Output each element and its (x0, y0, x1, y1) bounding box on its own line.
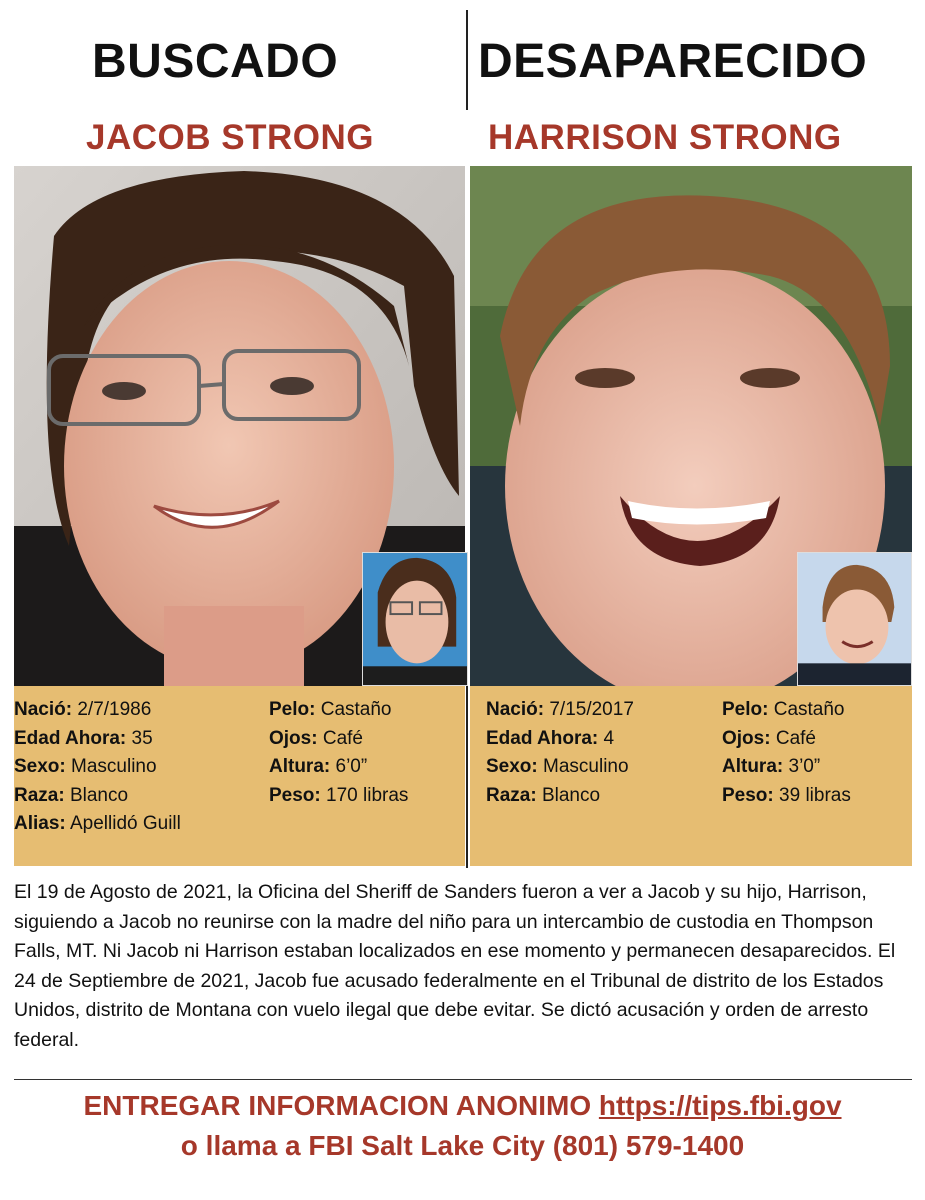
missing-heading: DESAPARECIDO (478, 35, 868, 88)
info-col-harrison-2 (722, 696, 851, 810)
info-row-eyes: Ojos: Café (269, 727, 363, 749)
info-col-harrison-1 (486, 696, 634, 810)
info-row-age: Edad Ahora: 35 (14, 727, 153, 749)
info-row-age: Edad Ahora: 4 (486, 727, 615, 749)
subject-name-harrison: HARRISON STRONG (488, 118, 842, 157)
info-row-eyes: Ojos: Café (722, 727, 816, 749)
info-row-height: Altura: 3’0” (722, 756, 821, 777)
info-row-weight: Peso: 170 libras (269, 784, 409, 806)
info-col-jacob-2 (269, 696, 408, 810)
tip-text: ENTREGAR INFORMACION ANONIMO (83, 1090, 592, 1121)
info-col-jacob-1 (14, 696, 181, 839)
info-row-hair: Pelo: Castaño (722, 699, 845, 720)
info-row-alias: Alias: Apellidó Guill (14, 813, 181, 834)
info-panel-harrison (470, 686, 912, 866)
info-row-hair: Pelo: Castaño (269, 699, 392, 720)
phone-line: o llama a FBI Salt Lake City (801) 579-1400 (180, 1130, 745, 1161)
info-row-race: Raza: Blanco (14, 784, 129, 806)
inset-photo-jacob (362, 552, 468, 686)
subject-name-jacob: JACOB STRONG (86, 118, 374, 157)
poster-header (0, 0, 925, 112)
header-divider (466, 10, 468, 110)
info-panel-jacob (14, 686, 465, 866)
info-row-weight: Peso: 39 libras (722, 784, 851, 806)
tips-link[interactable]: https://tips.fbi.gov (598, 1090, 842, 1121)
case-narrative: El 19 de Agosto de 2021, la Oficina del Sheriff de Sanders fueron a ver a Jacob y su hijo, Harrison, siguiendo a Jacob no reunirse con la madre del niño para un intercambio de custodia en Thompson Falls, MT. Ni Jacob ni Harrison estaban localizados en ese momento y permanecen desaparecidos. El 24 de Septiembre de 2021, Jacob fue acusado federalmente en el Tribunal de distrito de los Estados Unidos, distrito de Montana con vuelo ilegal que debe evitar. Se dictó acusación y orden de arresto federal. (14, 881, 896, 1051)
wanted-heading: BUSCADO (92, 35, 339, 88)
info-row-sex: Sexo: Masculino (14, 756, 157, 777)
info-row-sex: Sexo: Masculino (486, 756, 629, 777)
info-row-birth: Nació: 7/15/2017 (486, 699, 634, 720)
info-row-race: Raza: Blanco (486, 784, 601, 806)
info-row-height: Altura: 6’0” (269, 756, 368, 777)
footer-rule (14, 1079, 912, 1080)
info-row-birth: Nació: 2/7/1986 (14, 699, 152, 720)
tip-line (0, 1090, 925, 1122)
info-divider (466, 686, 468, 868)
inset-photo-harrison (797, 552, 912, 686)
